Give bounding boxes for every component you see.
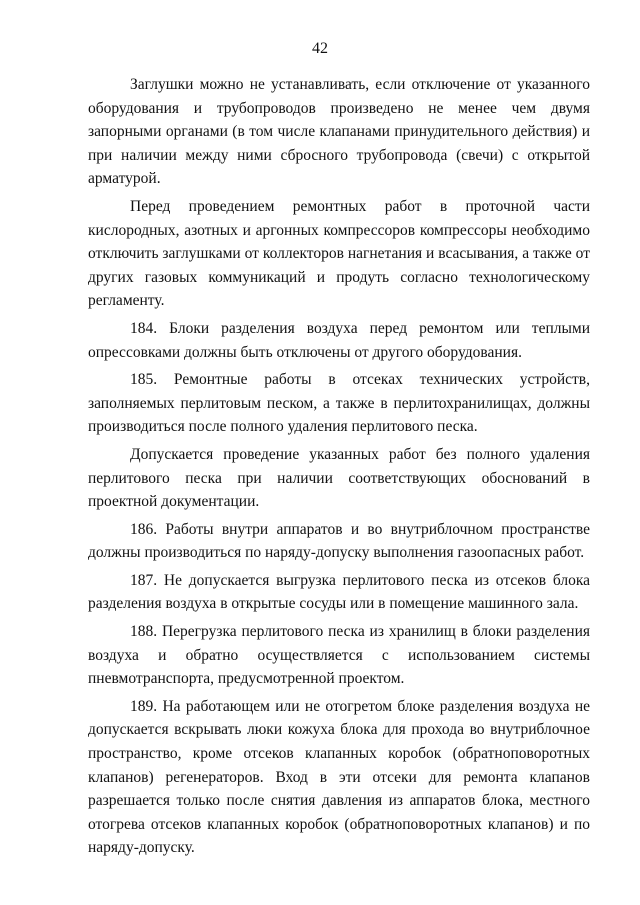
paragraph-compressor-repair: Перед проведением ремонтных работ в проточной части кислородных, азотных и аргонных компрессоров компрессоры необходимо отключить заглушками от коллекторов нагнетания и всасывания, а также от других газовых коммуникаций и продуть согласно технологическому регламенту. (88, 197, 590, 310)
paragraph-plugs-exception: Заглушки можно не устанавливать, если отключение от указанного оборудования и трубопроводов произведено не менее чем двумя запорными органами (в том числе клапанами принудительного действия) и при наличии между ними сбросного трубопровода (свечи) с открытой арматурой. (88, 76, 590, 188)
paragraph-186: 186. Работы внутри аппаратов и во внутриблочном пространстве должны производиться по наряду-допуску выполнения газоопасных работ. (88, 520, 590, 562)
paragraph-188: 188. Перегрузка перлитового песка из хранилищ в блоки разделения воздуха и обратно осуществляется с использованием системы пневмотранспорта, предусмотренной проектом. (88, 623, 590, 688)
paragraph-189: 189. На работающем или не отогретом блоке разделения воздуха не допускается вскрывать люки кожуха блока для прохода во внутриблочное пространство, кроме отсеков клапанных коробок (обратноповоротных клапанов) регенераторов. Вход в эти отсеки для ремонта клапанов разрешается только после снятия давления из аппаратов блока, местного отогрева отсеков клапанных коробок (обратноповоротных клапанов) и по наряду-допуску. (88, 697, 590, 857)
paragraph-184: 184. Блоки разделения воздуха перед ремонтом или теплыми опрессовками должны быть отключены от другого оборудования. (88, 319, 590, 361)
paragraph-185-allowance: Допускается проведение указанных работ без полного удаления перлитового песка при наличии соответствующих обоснований в проектной документации. (88, 445, 590, 511)
page-number: 42 (312, 40, 328, 57)
document-body (88, 73, 590, 864)
paragraph-185: 185. Ремонтные работы в отсеках технических устройств, заполняемых перлитовым песком, а также в перлитохранилищах, должны производиться после полного удаления перлитового песка. (88, 371, 590, 436)
paragraph-187: 187. Не допускается выгрузка перлитового песка из отсеков блока разделения воздуха в открытые сосуды или в помещение машинного зала. (88, 571, 590, 613)
